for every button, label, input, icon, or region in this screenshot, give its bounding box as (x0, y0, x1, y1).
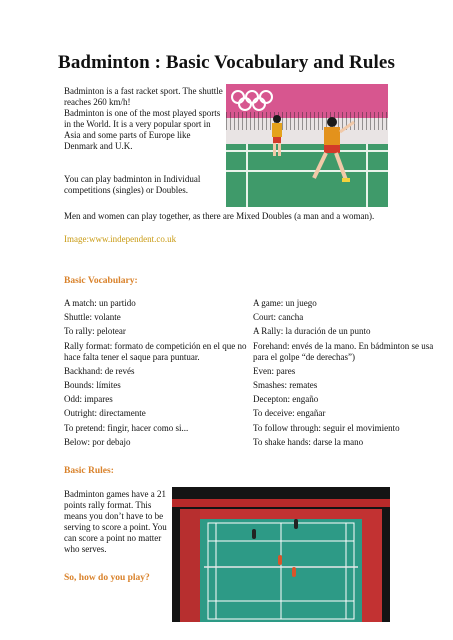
vocab-item: To pretend: fingir, hacer como si... (64, 422, 189, 433)
vocab-item: Even: pares (253, 365, 296, 376)
player-figure (292, 567, 296, 577)
vocabulary-left-column (64, 298, 254, 451)
mixed-doubles-line: Men and women can play together, as there are Mixed Doubles (a man and a woman). (64, 211, 375, 221)
rules-text (64, 489, 172, 555)
image-credit-link[interactable]: Image:www.independent.co.uk (64, 234, 177, 244)
vocabulary-right-column (253, 298, 443, 451)
vocab-item: To shake hands: darse la mano (253, 436, 364, 447)
badminton-court-photo (172, 487, 390, 622)
page-title: Badminton : Basic Vocabulary and Rules (58, 52, 395, 73)
advert-board (172, 499, 390, 507)
intro-text (64, 86, 226, 196)
vocab-item: Court: cancha (253, 312, 304, 323)
intro-line: Badminton is one of the most played sports in the World. It is a very popular sport in Asia and some parts of Europe like Denmark and U.K. (64, 108, 221, 151)
vocab-item: Bounds: límites (64, 379, 121, 390)
vocabulary-heading: Basic Vocabulary: (64, 276, 138, 286)
vocab-item: To rally: pelotear (64, 326, 126, 337)
player-figure (294, 519, 298, 529)
vocab-item: A game: un juego (253, 298, 317, 308)
vocab-item: Smashes: remates (253, 379, 318, 390)
player-figure (278, 555, 282, 565)
court (200, 519, 362, 622)
player-figure (252, 529, 256, 539)
rules-heading: Basic Rules: (64, 466, 114, 476)
vocab-item: To deceive: engañar (253, 408, 326, 419)
player-figure (266, 114, 288, 158)
rules-line: Badminton games have a 21 points rally format. This means you don’t have to be serving to score a point. You can score a point no matter who serves. (64, 489, 167, 554)
vocab-item: Below: por debajo (64, 436, 131, 447)
vocab-item: Odd: impares (64, 394, 113, 405)
vocab-item: To follow through: seguir el movimiento (253, 422, 400, 433)
vocab-item: Rally format: formato de competición en el que no hace falta tener el saque para puntuar. (64, 340, 247, 362)
intro-line: You can play badminton in Individual competitions (singles) or Doubles. (64, 174, 201, 195)
badminton-doubles-photo (226, 84, 388, 207)
vocab-item: Decepton: engaño (253, 394, 319, 405)
vocab-item: Shuttle: volante (64, 312, 121, 323)
vocab-item: A Rally: la duración de un punto (253, 326, 371, 337)
olympic-rings-icon (230, 90, 288, 112)
player-figure (306, 116, 356, 184)
vocab-item: Outright: directamente (64, 408, 146, 419)
vocab-item: Backhand: de revés (64, 365, 135, 376)
vocab-item: Forehand: envés de la mano. En bádminton se usa para el golpe “de derechas”) (253, 340, 434, 362)
how-play-heading: So, how do you play? (64, 573, 150, 583)
intro-line: Badminton is a fast racket sport. The shuttle reaches 260 km/h! (64, 86, 223, 107)
vocab-item: A match: un partido (64, 298, 136, 308)
